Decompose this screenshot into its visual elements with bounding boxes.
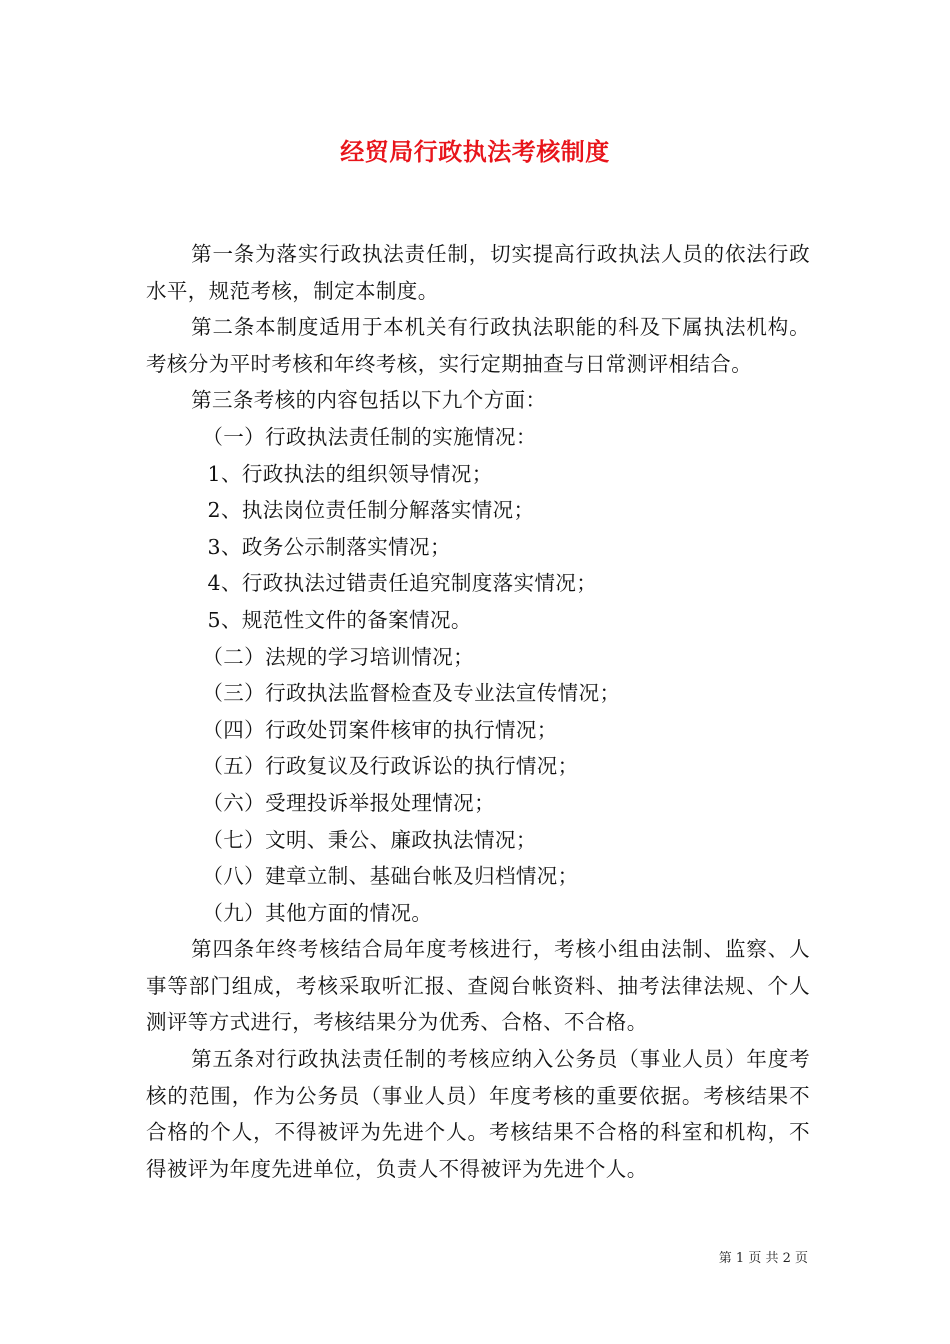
list-item: （八）建章立制、基础台帐及归档情况； xyxy=(202,864,579,889)
list-item: （三）行政执法监督检查及专业法宣传情况； xyxy=(202,681,621,706)
list-item: 3、政务公示制落实情况； xyxy=(207,534,451,559)
article-4: 第四条年终考核结合局年度考核进行，考核小组由法制、监察、人事等部门组成，考核采取听汇报、查阅台帐资料、抽考法律法规、个人测评等方式进行，考核结果分为优秀、合格、不合格。 xyxy=(146,937,810,1035)
article-2: 第二条本制度适用于本机关有行政执法职能的科及下属执法机构。考核分为平时考核和年终考核，实行定期抽查与日常测评相结合。 xyxy=(146,315,810,376)
list-item: （二）法规的学习培训情况； xyxy=(202,644,475,669)
list-item: （六）受理投诉举报处理情况； xyxy=(202,790,495,815)
list-item: （九）其他方面的情况。 xyxy=(202,900,433,925)
article-3: 第三条考核的内容包括以下九个方面： xyxy=(191,388,547,413)
list-item: （五）行政复议及行政诉讼的执行情况； xyxy=(202,754,579,779)
article-5: 第五条对行政执法责任制的考核应纳入公务员（事业人员）年度考核的范围，作为公务员（事业人员）年度考核的重要依据。考核结果不合格的个人，不得被评为先进个人。考核结果不合格的科室和机构，不得被评为年度先进单位，负责人不得被评为先进个人。 xyxy=(146,1047,810,1181)
list-item: （四）行政处罚案件核审的执行情况； xyxy=(202,717,558,742)
list-item: 5、规范性文件的备案情况。 xyxy=(207,607,472,632)
list-item: （七）文明、秉公、廉政执法情况； xyxy=(202,827,537,852)
document-title: 经贸局行政执法考核制度 xyxy=(340,137,610,166)
document-body xyxy=(146,236,810,1187)
list-item: 4、行政执法过错责任追究制度落实情况； xyxy=(207,571,598,596)
list-item: 1、行政执法的组织领导情况； xyxy=(207,461,493,486)
list-item: （一）行政执法责任制的实施情况： xyxy=(202,424,537,449)
page-number: 第 1 页 共 2 页 xyxy=(718,1251,808,1266)
list-item: 2、执法岗位责任制分解落实情况； xyxy=(207,498,535,523)
article-1: 第一条为落实行政执法责任制，切实提高行政执法人员的依法行政水平，规范考核，制定本制度。 xyxy=(146,242,810,303)
